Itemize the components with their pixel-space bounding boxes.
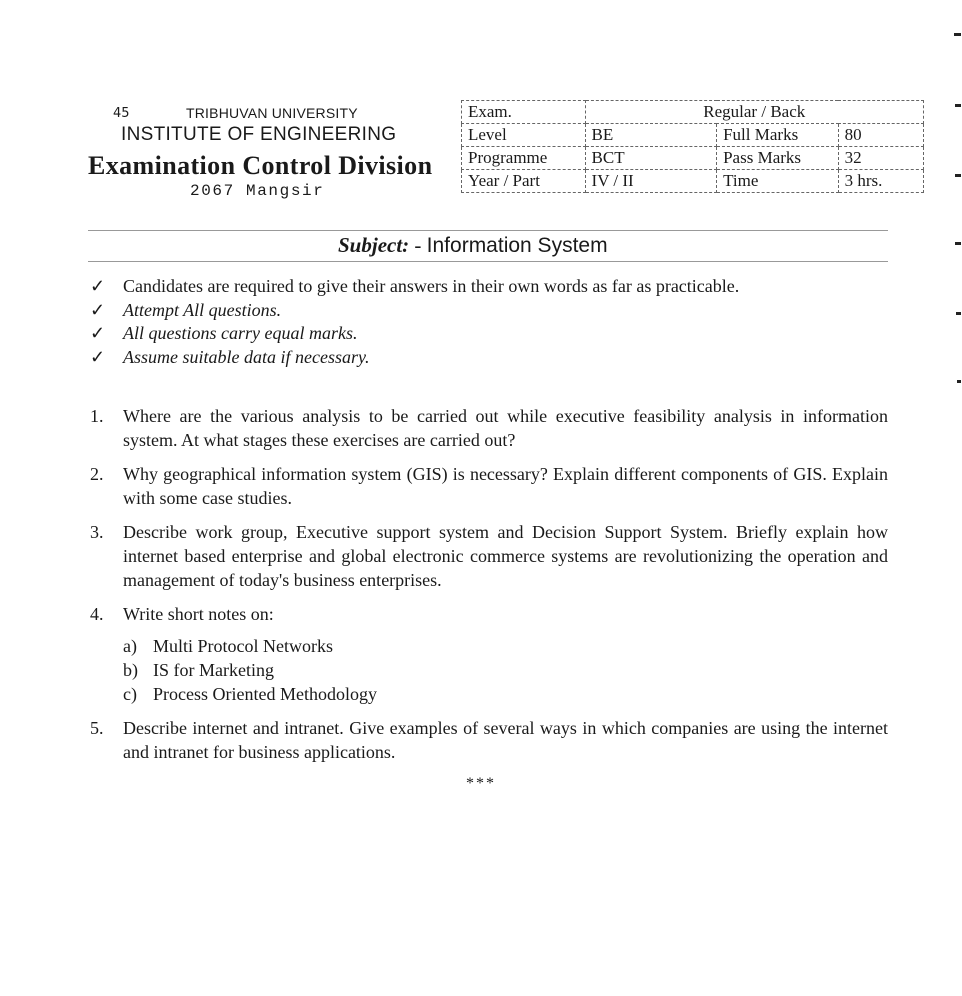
subject-label: Subject: <box>338 233 410 257</box>
pass-marks-value: 32 <box>838 147 923 170</box>
question-text: Describe work group, Executive support system and Decision Support System. Briefly explain how internet based enterprise and global electronic commerce systems are revolutionizing the operation and management of today's business enterprises. <box>123 522 888 590</box>
institute-name: INSTITUTE OF ENGINEERING <box>121 124 397 145</box>
question-number: 4. <box>90 604 104 624</box>
level-value: BE <box>585 124 717 147</box>
question-number: 1. <box>90 406 104 426</box>
exam-row <box>462 101 924 124</box>
full-marks-label: Full Marks <box>717 124 839 147</box>
instruction-item <box>90 299 870 323</box>
pass-marks-label: Pass Marks <box>717 147 839 170</box>
checkmark-icon: ✓ <box>90 346 106 367</box>
instruction-text: Assume suitable data if necessary. <box>123 346 370 367</box>
question-number: 5. <box>90 718 104 738</box>
short-notes-list <box>123 634 888 706</box>
short-note-item <box>123 658 888 682</box>
instruction-item <box>90 275 870 299</box>
exam-type-value: Regular / Back <box>585 101 923 124</box>
level-label: Level <box>462 124 586 147</box>
time-value: 3 hrs. <box>838 170 923 193</box>
question-item <box>88 462 888 510</box>
scan-edge-mark <box>955 104 961 107</box>
instructions-list <box>90 275 870 369</box>
exam-session: 2067 Mangsir <box>190 182 325 200</box>
instruction-text: Attempt All questions. <box>123 299 282 320</box>
short-note-text: Multi Protocol Networks <box>153 636 333 656</box>
programme-row <box>462 147 924 170</box>
year-part-row <box>462 170 924 193</box>
question-text: Describe internet and intranet. Give examples of several ways in which companies are using the internet and intranet for business applications. <box>123 718 888 762</box>
exam-label: Exam. <box>462 101 586 124</box>
checkmark-icon: ✓ <box>90 323 106 343</box>
subject-separator: - <box>409 233 427 257</box>
short-note-text: Process Oriented Methodology <box>153 684 377 704</box>
instruction-item <box>90 346 870 370</box>
subject-top-rule <box>88 230 888 231</box>
level-row <box>462 124 924 147</box>
scan-edge-mark <box>956 312 961 315</box>
university-name: TRIBHUVAN UNIVERSITY <box>186 105 358 121</box>
question-text: Write short notes on: <box>123 604 274 624</box>
scan-edge-mark <box>955 242 961 245</box>
scan-edge-mark <box>955 174 961 177</box>
subject-bottom-rule <box>88 261 888 262</box>
checkmark-icon: ✓ <box>90 276 106 296</box>
question-item <box>88 602 888 706</box>
instruction-text: Candidates are required to give their answers in their own words as far as practicable. <box>123 276 740 296</box>
end-of-paper-mark: *** <box>466 775 496 792</box>
short-note-label: b) <box>123 660 138 680</box>
instruction-item <box>90 322 870 346</box>
checkmark-icon: ✓ <box>90 299 106 320</box>
full-marks-value: 80 <box>838 124 923 147</box>
question-item <box>88 716 888 764</box>
question-text: Why geographical information system (GIS) is necessary? Explain different components of GIS. Explain with some case studies. <box>123 464 888 508</box>
question-item <box>88 520 888 592</box>
programme-value: BCT <box>585 147 717 170</box>
division-name: Examination Control Division <box>88 151 433 180</box>
year-part-label: Year / Part <box>462 170 586 193</box>
time-label: Time <box>717 170 839 193</box>
short-note-item <box>123 634 888 658</box>
scan-edge-mark <box>954 33 961 36</box>
short-note-item <box>123 682 888 706</box>
programme-label: Programme <box>462 147 586 170</box>
question-item <box>88 404 888 452</box>
paper-serial-number: 45 <box>113 106 130 121</box>
subject-line <box>338 233 608 258</box>
question-text: Where are the various analysis to be carried out while executive feasibility analysis in information system. At what stages these exercises are carried out? <box>123 406 888 450</box>
exam-info-table <box>461 100 924 193</box>
question-number: 2. <box>90 464 104 484</box>
scan-edge-mark <box>957 380 961 383</box>
subject-title: Information System <box>426 234 608 257</box>
short-note-text: IS for Marketing <box>153 660 274 680</box>
question-number: 3. <box>90 522 104 542</box>
short-note-label: c) <box>123 684 137 704</box>
short-note-label: a) <box>123 636 137 656</box>
year-part-value: IV / II <box>585 170 717 193</box>
instruction-text: All questions carry equal marks. <box>123 323 358 343</box>
questions-list <box>88 404 888 774</box>
